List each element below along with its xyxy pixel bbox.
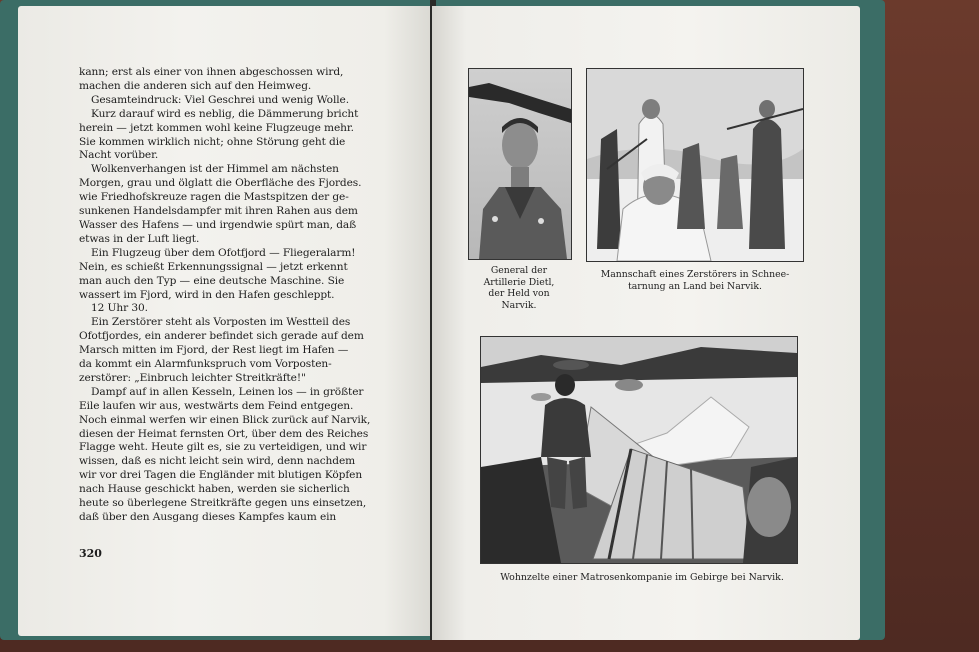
text-line: Eile laufen wir aus, westwärts dem Feind entgegen. xyxy=(79,399,354,412)
text-line: man auch den Typ — eine deutsche Maschine. Sie xyxy=(79,274,345,287)
general-portrait-image xyxy=(469,69,571,259)
page-number: 320 xyxy=(79,547,102,560)
caption-line: Artillerie Dietl, xyxy=(483,276,555,288)
text-line: wassert im Fjord, wird in den Hafen geschleppt. xyxy=(79,288,335,301)
text-line: Morgen, grau und ölglatt die Oberfläche des Fjordes. xyxy=(79,177,362,190)
text-line: Wasser des Hafens — und irgendwie spürt man, daß xyxy=(79,218,357,231)
text-line: da kommt ein Alarmfunkspruch vom Vorposten- xyxy=(79,358,332,371)
text-line: Dampf auf in allen Kesseln, Leinen los — in größter xyxy=(91,385,364,398)
text-line: machen die anderen sich auf den Heimweg. xyxy=(79,79,312,92)
caption-line: der Held von xyxy=(488,288,550,299)
text-line: herein — jetzt kommen wohl keine Flugzeuge mehr. xyxy=(79,121,354,134)
text-line: kann; erst als einer von ihnen abgeschossen wird, xyxy=(79,66,344,78)
caption-line: tarnung an Land bei Narvik. xyxy=(627,280,762,292)
text-line: Ein Flugzeug über dem Ofotfjord — Fliegeralarm! xyxy=(91,246,356,259)
text-line: nach Hause geschickt haben, werden sie sicherlich xyxy=(79,483,350,496)
text-line: Gesamteindruck: Viel Geschrei und wenig Wolle. xyxy=(91,93,349,106)
text-line: daß über den Ausgang dieses Kampfes kaum ein xyxy=(79,511,337,523)
text-line: Ofotfjordes, ein anderer befindet sich gerade auf dem xyxy=(79,330,364,343)
caption-line: General der xyxy=(490,265,548,276)
general-caption xyxy=(468,265,570,311)
tents-image xyxy=(481,337,797,563)
text-line: Nein, es schießt Erkennungssignal — jetzt erkennt xyxy=(79,260,348,273)
text-line: wissen, daß es nicht leicht sein wird, denn nachdem xyxy=(79,455,356,468)
tents-caption xyxy=(472,572,812,584)
text-line: Ein Zerstörer steht als Vorposten im Westteil des xyxy=(91,316,351,329)
text-line: wie Friedhofskreuze ragen die Mastspitzen der ge- xyxy=(79,191,349,204)
tents-photo xyxy=(480,336,798,564)
text-line: diesen der Heimat fernsten Ort, über dem des Reiches xyxy=(79,427,369,440)
body-text xyxy=(79,66,407,525)
text-line: Nacht vorüber. xyxy=(79,149,159,162)
text-line: Wolkenverhangen ist der Himmel am nächsten xyxy=(91,163,339,176)
general-portrait-photo xyxy=(468,68,572,260)
text-line: Sie kommen wirklich nicht; ohne Störung geht die xyxy=(79,135,346,148)
text-line: sunkenen Handelsdampfer mit ihren Rahen aus dem xyxy=(79,205,358,218)
caption-line: Narvik. xyxy=(501,299,537,311)
text-line: Noch einmal werfen wir einen Blick zurück auf Narvik, xyxy=(79,413,371,426)
crew-caption xyxy=(590,269,800,292)
text-line: zerstörer: „Einbruch leichter Streitkräfte!" xyxy=(79,371,306,384)
text-line: Flagge weht. Heute gilt es, sie zu verteidigen, und wir xyxy=(79,441,367,454)
text-line: etwas in der Luft liegt. xyxy=(79,232,200,245)
left-page xyxy=(18,6,434,636)
right-page xyxy=(432,6,860,640)
caption-line: Mannschaft eines Zerstörers in Schnee- xyxy=(600,269,790,280)
text-line: Kurz darauf wird es neblig, die Dämmerung bricht xyxy=(91,107,359,120)
crew-snow-photo xyxy=(586,68,804,262)
text-line: wir vor drei Tagen die Engländer mit blutigen Köpfen xyxy=(79,469,363,482)
text-line: 12 Uhr 30. xyxy=(91,302,148,315)
text-line: Marsch mitten im Fjord, der Rest liegt im Hafen — xyxy=(79,344,349,357)
caption-line: Wohnzelte einer Matrosenkompanie im Gebirge bei Narvik. xyxy=(500,572,784,583)
text-line: heute so überlegene Streitkräfte gegen uns einsetzen, xyxy=(79,497,367,510)
crew-snow-image xyxy=(587,69,803,261)
